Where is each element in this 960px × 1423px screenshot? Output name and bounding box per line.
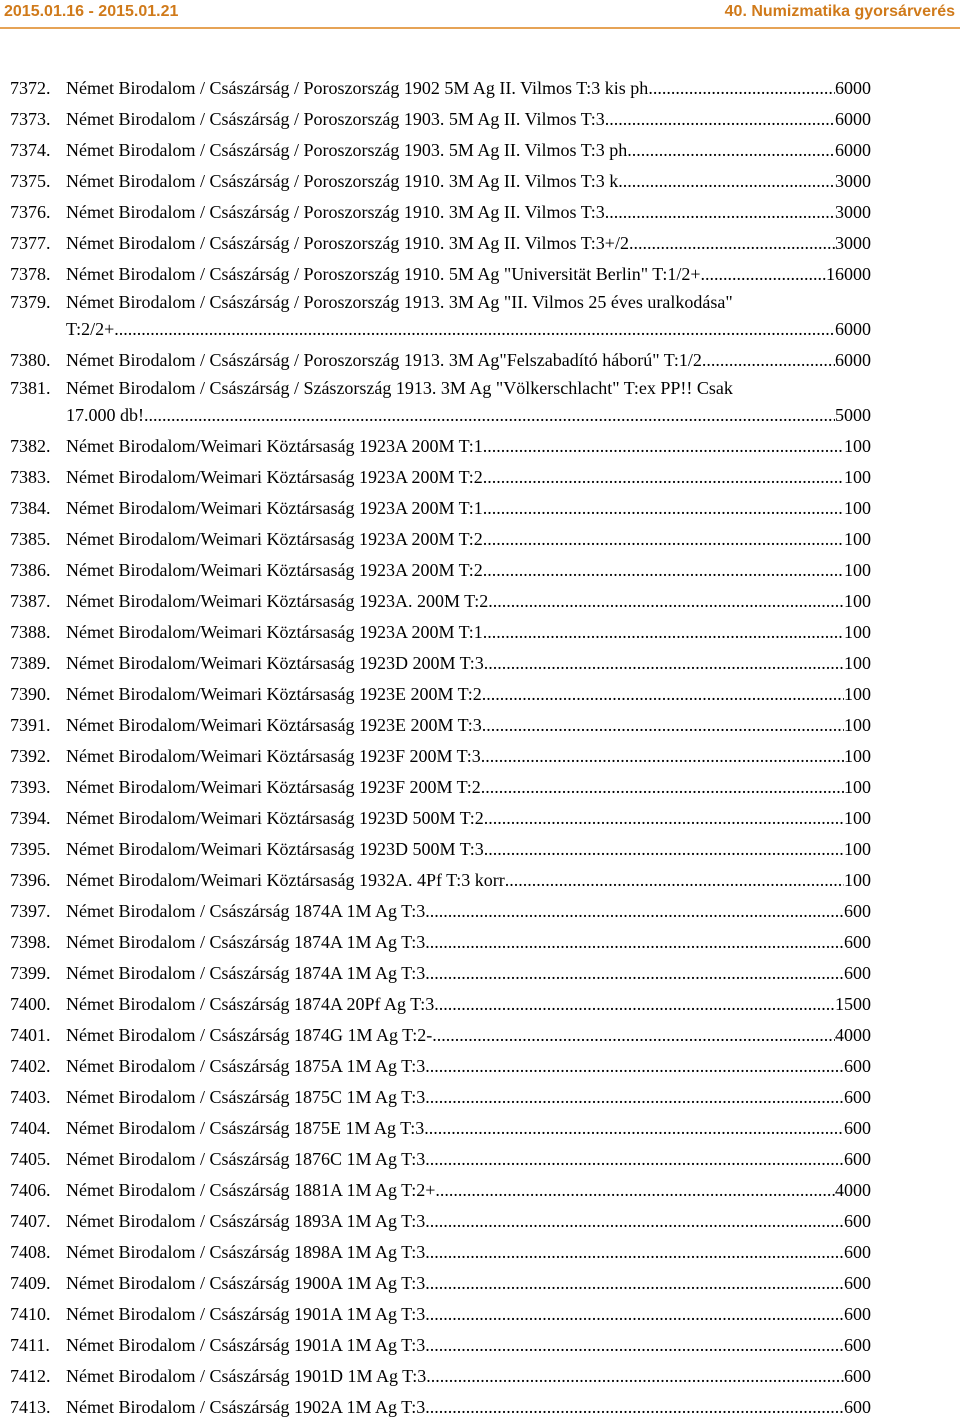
lot-description: Német Birodalom/Weimari Köztársaság 1923A 200M T:2 [66,560,483,580]
lot-entry [0,1082,960,1113]
lot-entry [0,803,960,834]
lot-description: Német Birodalom/Weimari Köztársaság 1923E 200M T:3 [66,715,482,735]
lot-number: 7398. [10,932,51,952]
lot-entry [0,648,960,679]
lot-price: 4000 [835,1180,871,1200]
dot-leader [114,314,835,345]
lot-number: 7392. [10,746,51,766]
lot-entry [0,73,960,104]
lot-price: 600 [844,1335,871,1355]
dot-leader [605,104,835,135]
lot-number: 7395. [10,839,51,859]
lot-description: Német Birodalom / Császárság 1874A 1M Ag T:3 [66,963,426,983]
lot-description: Német Birodalom/Weimari Köztársaság 1923A 200M T:1 [66,498,483,518]
dot-leader [426,1361,844,1392]
dot-leader [425,927,844,958]
lot-number: 7374. [10,140,51,160]
lot-number: 7401. [10,1025,51,1045]
lot-number: 7397. [10,901,51,921]
dot-leader [434,989,835,1020]
lot-number: 7393. [10,777,51,797]
lot-description: Német Birodalom / Császárság 1901D 1M Ag T:3 [66,1366,427,1386]
lot-description: Német Birodalom / Császárság 1876C 1M Ag T:3 [66,1149,426,1169]
lot-entry [0,741,960,772]
lot-description: Német Birodalom / Császárság / Poroszország 1910. 3M Ag II. Vilmos T:3 k [66,171,619,191]
lot-description: Német Birodalom / Császárság 1874A 20Pf Ag T:3 [66,994,435,1014]
lot-description: Német Birodalom / Császárság 1901A 1M Ag T:3 [66,1304,426,1324]
lot-number: 7377. [10,233,51,253]
lot-description: Német Birodalom / Császárság 1901A 1M Ag T:3 [66,1335,426,1355]
lot-price: 100 [844,498,871,518]
lot-number: 7394. [10,808,51,828]
dot-leader [627,135,835,166]
lot-number: 7411. [10,1335,50,1355]
lot-entry [0,1237,960,1268]
lot-description: Német Birodalom / Császárság 1874G 1M Ag T:2- [66,1025,433,1045]
dot-leader [425,1392,844,1423]
lot-price: 100 [844,653,871,673]
lot-entry [0,431,960,462]
lot-price: 600 [844,1242,871,1262]
lot-description: T:2/2+ [66,319,115,339]
lot-price: 1500 [835,994,871,1014]
dot-leader [701,259,826,290]
lot-price: 600 [844,901,871,921]
lot-number: 7412. [10,1366,51,1386]
lot-entry [0,462,960,493]
dot-leader [144,400,835,431]
lot-entry [0,1020,960,1051]
lot-description: Német Birodalom / Császárság 1881A 1M Ag T:2+ [66,1180,436,1200]
dot-leader [629,228,835,259]
dot-leader [605,197,835,228]
lot-price: 6000 [835,78,871,98]
lot-entry [0,493,960,524]
lot-description: Német Birodalom/Weimari Köztársaság 1932A. 4Pf T:3 korr [66,870,505,890]
lot-description: Német Birodalom/Weimari Köztársaság 1923D 500M T:3 [66,839,484,859]
lot-number: 7387. [10,591,51,611]
lot-description: Német Birodalom / Császárság 1900A 1M Ag T:3 [66,1273,426,1293]
lot-price: 100 [844,560,871,580]
lot-number: 7382. [10,436,51,456]
lot-price: 600 [844,1304,871,1324]
lot-number: 7386. [10,560,51,580]
lot-entry [0,197,960,228]
dot-leader [488,586,844,617]
lot-price: 100 [844,808,871,828]
dot-leader [648,73,835,104]
lot-entry [0,958,960,989]
lot-number: 7385. [10,529,51,549]
dot-leader [483,617,844,648]
lot-number: 7409. [10,1273,51,1293]
lot-price: 100 [844,715,871,735]
lot-price: 600 [844,1149,871,1169]
lot-price: 100 [844,622,871,642]
lot-entry [0,1051,960,1082]
lot-entry [0,896,960,927]
lot-entry [0,166,960,197]
lot-description: Német Birodalom / Császárság 1893A 1M Ag T:3 [66,1211,426,1231]
lot-number: 7402. [10,1056,51,1076]
lot-price: 100 [844,684,871,704]
lot-description: Német Birodalom / Császárság / Poroszország 1910. 3M Ag II. Vilmos T:3 [66,202,605,222]
dot-leader [702,345,835,376]
lot-price: 100 [844,591,871,611]
lot-entry [0,927,960,958]
dot-leader [425,1051,844,1082]
lot-number: 7396. [10,870,51,890]
lot-number: 7380. [10,350,51,370]
lot-entry [0,1330,960,1361]
lot-price: 3000 [835,233,871,253]
lot-entry [0,617,960,648]
lot-entry [0,1392,960,1423]
dot-leader [425,1299,844,1330]
lot-number: 7391. [10,715,51,735]
lot-entry [0,1144,960,1175]
dot-leader [435,1175,835,1206]
dot-leader [483,493,844,524]
dot-leader [425,1268,844,1299]
lot-number: 7378. [10,264,51,284]
lot-number: 7400. [10,994,51,1014]
lot-price: 6000 [835,319,871,339]
lot-price: 6000 [835,109,871,129]
lot-number: 7403. [10,1087,51,1107]
lot-description: Német Birodalom/Weimari Köztársaság 1923F 200M T:3 [66,746,481,766]
lot-price: 3000 [835,202,871,222]
lot-price: 6000 [835,140,871,160]
lot-price: 600 [844,1273,871,1293]
lot-description: Német Birodalom / Császárság / Poroszország 1913. 3M Ag "II. Vilmos 25 éves uralkodása" [66,292,733,312]
lot-price: 100 [844,436,871,456]
dot-leader [482,710,844,741]
lot-entry [0,290,960,345]
lot-entry [0,834,960,865]
dot-leader [425,896,844,927]
dot-leader [484,834,844,865]
lot-description: Német Birodalom/Weimari Köztársaság 1923A 200M T:2 [66,529,483,549]
lot-entry [0,135,960,166]
lot-number: 7383. [10,467,51,487]
lot-number: 7399. [10,963,51,983]
lot-price: 100 [844,467,871,487]
lot-price: 5000 [835,405,871,425]
lot-entry [0,679,960,710]
dot-leader [505,865,844,896]
lot-description: Német Birodalom / Császárság 1874A 1M Ag T:3 [66,901,426,921]
lot-entry [0,1113,960,1144]
lot-description: Német Birodalom / Császárság / Poroszország 1910. 3M Ag II. Vilmos T:3+/2 [66,233,629,253]
lot-entry [0,524,960,555]
lot-description: Német Birodalom / Császárság 1902A 1M Ag T:3 [66,1397,426,1417]
lot-description: Német Birodalom/Weimari Köztársaság 1923A 200M T:1 [66,622,483,642]
lot-number: 7388. [10,622,51,642]
lot-description: Német Birodalom / Császárság / Szászország 1913. 3M Ag "Völkerschlacht" T:ex PP!! Csak [66,378,733,398]
dot-leader [483,524,844,555]
lot-description: Német Birodalom / Császárság / Poroszország 1913. 3M Ag"Felszabadító háború" T:1/2 [66,350,702,370]
dot-leader [424,1113,844,1144]
dot-leader [484,803,844,834]
lot-price: 600 [844,1366,871,1386]
lot-entry [0,1175,960,1206]
dot-leader [482,679,844,710]
lot-number: 7413. [10,1397,51,1417]
lot-number: 7384. [10,498,51,518]
lot-number: 7375. [10,171,51,191]
lot-description: Német Birodalom/Weimari Köztársaság 1923A. 200M T:2 [66,591,489,611]
lot-description: Német Birodalom / Császárság 1875E 1M Ag T:3 [66,1118,425,1138]
dot-leader [483,431,844,462]
date-range: 2015.01.16 - 2015.01.21 [4,3,179,20]
lot-price: 6000 [835,350,871,370]
lot-description: Német Birodalom / Császárság / Poroszország 1903. 5M Ag II. Vilmos T:3 [66,109,605,129]
lot-price: 600 [844,963,871,983]
lot-price: 3000 [835,171,871,191]
lot-entry [0,1206,960,1237]
lot-entry [0,228,960,259]
lot-number: 7390. [10,684,51,704]
page-header [0,0,960,31]
lot-entry [0,772,960,803]
lot-description: Német Birodalom / Császárság 1898A 1M Ag T:3 [66,1242,426,1262]
lot-price: 100 [844,839,871,859]
lot-entry [0,586,960,617]
dot-leader [483,555,844,586]
lot-number: 7372. [10,78,51,98]
lot-number: 7406. [10,1180,51,1200]
lot-description: Német Birodalom/Weimari Köztársaság 1923A 200M T:2 [66,467,483,487]
lot-description: Német Birodalom/Weimari Köztársaság 1923E 200M T:2 [66,684,482,704]
dot-leader [481,741,844,772]
lot-description: Német Birodalom/Weimari Köztársaság 1923D 500M T:2 [66,808,484,828]
lot-price: 600 [844,932,871,952]
lot-description: Német Birodalom / Császárság 1874A 1M Ag T:3 [66,932,426,952]
dot-leader [483,462,844,493]
lot-number: 7410. [10,1304,51,1324]
lot-entry [0,865,960,896]
lot-description: Német Birodalom/Weimari Köztársaság 1923F 200M T:2 [66,777,481,797]
lot-number: 7405. [10,1149,51,1169]
lot-entry [0,1361,960,1392]
lot-description: Német Birodalom / Császárság / Poroszország 1903. 5M Ag II. Vilmos T:3 ph [66,140,628,160]
lot-price: 600 [844,1087,871,1107]
lot-entry [0,1268,960,1299]
lot-description: Német Birodalom / Császárság / Poroszország 1902 5M Ag II. Vilmos T:3 kis ph [66,78,649,98]
lot-number: 7404. [10,1118,51,1138]
dot-leader [432,1020,835,1051]
lot-entry [0,104,960,135]
dot-leader [425,1206,844,1237]
lot-entry [0,989,960,1020]
lot-number: 7373. [10,109,51,129]
dot-leader [481,772,844,803]
lot-number: 7408. [10,1242,51,1262]
lot-entry [0,1299,960,1330]
lot-entry [0,259,960,290]
dot-leader [618,166,835,197]
lot-entry [0,376,960,431]
lot-price: 16000 [826,264,871,284]
catalog-title: 40. Numizmatika gyorsárverés [724,3,955,20]
lot-number: 7407. [10,1211,51,1231]
lot-list [0,73,960,1423]
lot-number: 7381. [10,378,51,398]
lot-description: 17.000 db! [66,405,144,425]
lot-description: Német Birodalom / Császárság 1875C 1M Ag T:3 [66,1087,426,1107]
dot-leader [484,648,844,679]
lot-price: 600 [844,1118,871,1138]
lot-price: 100 [844,746,871,766]
header-rule [0,27,960,29]
lot-price: 4000 [835,1025,871,1045]
dot-leader [425,1144,844,1175]
lot-description: Német Birodalom / Császárság 1875A 1M Ag T:3 [66,1056,426,1076]
dot-leader [425,1330,844,1361]
lot-entry [0,710,960,741]
lot-price: 600 [844,1056,871,1076]
lot-price: 600 [844,1397,871,1417]
lot-price: 100 [844,870,871,890]
lot-price: 100 [844,777,871,797]
lot-price: 600 [844,1211,871,1231]
lot-description: Német Birodalom/Weimari Köztársaság 1923D 200M T:3 [66,653,484,673]
lot-description: Német Birodalom/Weimari Köztársaság 1923A 200M T:1 [66,436,483,456]
lot-number: 7379. [10,292,51,312]
lot-number: 7389. [10,653,51,673]
lot-description: Német Birodalom / Császárság / Poroszország 1910. 5M Ag "Universität Berlin" T:1/2+ [66,264,701,284]
lot-number: 7376. [10,202,51,222]
lot-entry [0,555,960,586]
dot-leader [425,958,844,989]
dot-leader [425,1237,844,1268]
lot-price: 100 [844,529,871,549]
dot-leader [425,1082,844,1113]
lot-entry [0,345,960,376]
